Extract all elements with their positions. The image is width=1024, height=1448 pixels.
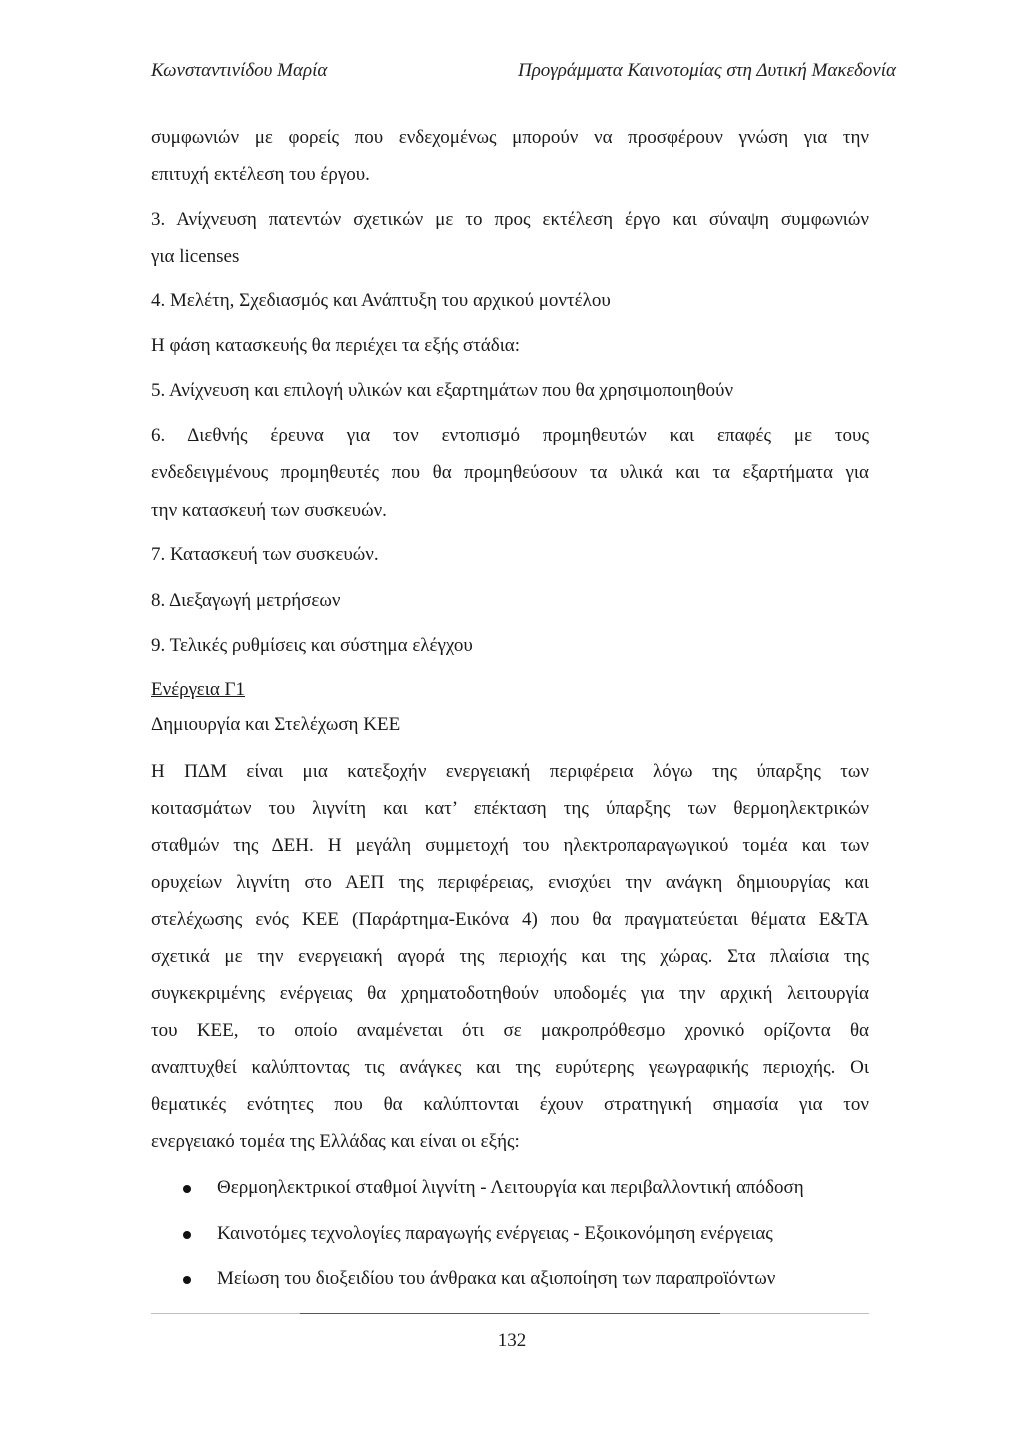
- text-line: 8. Διεξαγωγή μετρήσεων: [151, 590, 341, 611]
- text-line: 9. Τελικές ρυθμίσεις και σύστημα ελέγχου: [151, 635, 473, 656]
- text-line: συμφωνιών με φορείς που ενδεχομένως μπορούν να προσφέρουν γνώση για την: [151, 127, 869, 148]
- header-author: Κωνσταντινίδου Μαρία: [151, 60, 328, 81]
- text-line: 4. Μελέτη, Σχεδιασμός και Ανάπτυξη του αρχικού μοντέλου: [151, 290, 611, 311]
- list-item-text: Καινοτόμες τεχνολογίες παραγωγής ενέργειας - Εξοικονόμηση ενέργειας: [217, 1223, 773, 1244]
- list-item-text: Μείωση του διοξειδίου του άνθρακα και αξιοποίηση των παραπροϊόντων: [217, 1268, 776, 1289]
- bullet-icon: [183, 1185, 191, 1193]
- text-line: επιτυχή εκτέλεση του έργου.: [151, 164, 370, 185]
- text-line: 6. Διεθνής έρευνα για τον εντοπισμό προμηθευτών και επαφές με τους: [151, 425, 869, 446]
- text-line: 3. Ανίχνευση πατεντών σχετικών με το προς εκτέλεση έργο και σύναψη συμφωνιών: [151, 209, 869, 230]
- page-number: 132: [497, 1330, 527, 1351]
- text-line: ενδεδειγμένους προμηθευτές που θα προμηθεύσουν τα υλικά και τα εξαρτήματα για: [151, 462, 869, 483]
- text-line: σχετικά με την ενεργειακή αγορά της περιοχής και της χώρας. Στα πλαίσια της: [151, 946, 869, 967]
- text-line: Η ΠΔΜ είναι μια κατεξοχήν ενεργειακή περιφέρεια λόγω της ύπαρξης των: [151, 761, 869, 782]
- text-line: ενεργειακό τομέα της Ελλάδας και είναι οι εξής:: [151, 1131, 520, 1152]
- text-line: Η φάση κατασκευής θα περιέχει τα εξής στάδια:: [151, 335, 521, 356]
- list-item-text: Θερμοηλεκτρικοί σταθμοί λιγνίτη - Λειτουργία και περιβαλλοντική απόδοση: [217, 1177, 804, 1198]
- header-title: Προγράμματα Καινοτομίας στη Δυτική Μακεδονία: [517, 60, 896, 81]
- text-line: του ΚΕΕ, το οποίο αναμένεται ότι σε μακροπρόθεσμο χρονικό ορίζοντα θα: [151, 1020, 869, 1041]
- text-line: θεματικές ενότητες που θα καλύπτονται έχουν στρατηγική σημασία για τον: [151, 1094, 869, 1115]
- text-line: ορυχείων λιγνίτη στο ΑΕΠ της περιφέρειας, ενισχύει την ανάγκη δημιουργίας και: [151, 872, 869, 893]
- section-heading: Ενέργεια Γ1: [151, 679, 246, 700]
- footer-divider-accent: [300, 1313, 720, 1314]
- bullet-icon: [183, 1276, 191, 1284]
- text-line: κοιτασμάτων του λιγνίτη και κατ’ επέκταση της ύπαρξης των θερμοηλεκτρικών: [151, 798, 869, 819]
- text-line: στελέχωσης ενός ΚΕΕ (Παράρτημα-Εικόνα 4) που θα πραγματεύεται θέματα Ε&ΤΑ: [151, 909, 869, 930]
- text-line: συγκεκριμένης ενέργειας θα χρηματοδοτηθούν υποδομές για την αρχική λειτουργία: [151, 983, 869, 1004]
- text-line: σταθμών της ΔΕΗ. Η μεγάλη συμμετοχή του ηλεκτροπαραγωγικού τομέα και των: [151, 835, 869, 856]
- text-line: 7. Κατασκευή των συσκευών.: [151, 544, 379, 565]
- text-line: 5. Ανίχνευση και επιλογή υλικών και εξαρτημάτων που θα χρησιμοποιηθούν: [151, 380, 734, 401]
- text-line: την κατασκευή των συσκευών.: [151, 500, 387, 521]
- section-subtitle: Δημιουργία και Στελέχωση ΚΕΕ: [151, 714, 401, 735]
- text-line: για licenses: [151, 246, 240, 267]
- text-line: αναπτυχθεί καλύπτοντας τις ανάγκες και της ευρύτερης γεωγραφικής περιοχής. Οι: [151, 1057, 869, 1078]
- bullet-icon: [183, 1231, 191, 1239]
